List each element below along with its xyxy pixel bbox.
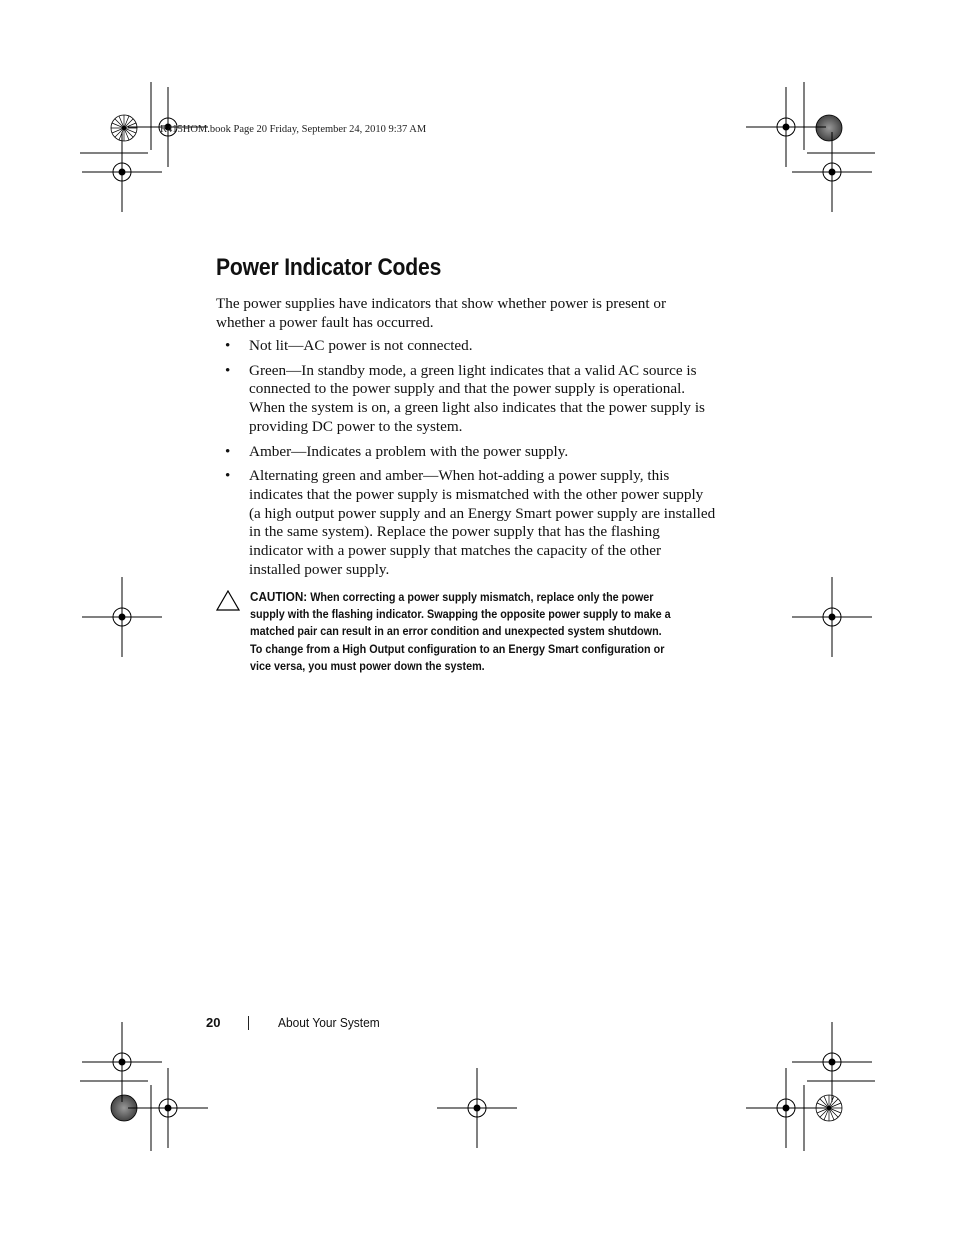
print-slug-line: R415HOM.book Page 20 Friday, September 24, 2010 9:37 AM bbox=[160, 124, 427, 135]
list-item-text: Alternating green and amber—When hot-adding a power supply, this indicates that the power supply is mismatched with the other power supply (a high output power supply and an Energy Smart power supply are installed in the same system). Replace the power supply that has the flashing indicator with a power supply that matches the capacity of the other installed power supply. bbox=[249, 467, 716, 578]
bullet-icon: • bbox=[225, 467, 231, 485]
list-item bbox=[216, 337, 716, 356]
list-item-text: Green—In standby mode, a green light indicates that a valid AC source is connected to the power supply and that the power supply is operational. When the system is on, a green light also indicates that the power supply is providing DC power to the system. bbox=[249, 361, 705, 435]
footer-section-title: About Your System bbox=[278, 1015, 380, 1030]
page-number: 20 bbox=[206, 1015, 221, 1030]
caution-line: When correcting a power supply mismatch, replace only the power bbox=[310, 590, 654, 604]
caution-line: matched pair can result in an error condition and unexpected system shutdown. bbox=[250, 624, 662, 639]
intro-paragraph: The power supplies have indicators that show whether power is present or whether a power fault has occurred. bbox=[216, 295, 667, 331]
list-item bbox=[216, 467, 716, 579]
page-title: Power Indicator Codes bbox=[216, 254, 442, 281]
caution-line: vice versa, you must power down the system. bbox=[250, 658, 485, 673]
caution-label: CAUTION: bbox=[250, 589, 308, 604]
indicator-code-list bbox=[216, 337, 716, 585]
caution-line: To change from a High Output configuration to an Energy Smart configuration or bbox=[250, 641, 665, 656]
bullet-icon: • bbox=[225, 361, 231, 379]
list-item-text: Not lit—AC power is not connected. bbox=[249, 337, 473, 354]
list-item-text: Amber—Indicates a problem with the power supply. bbox=[249, 442, 569, 460]
list-item bbox=[216, 362, 716, 437]
caution-line: supply with the flashing indicator. Swapping the opposite power supply to make a bbox=[250, 607, 671, 622]
caution-text bbox=[250, 588, 718, 675]
bullet-icon: • bbox=[225, 442, 231, 460]
caution-triangle-icon bbox=[216, 590, 240, 611]
bullet-icon: • bbox=[225, 337, 231, 354]
footer-divider bbox=[248, 1016, 249, 1030]
list-item bbox=[216, 443, 716, 462]
